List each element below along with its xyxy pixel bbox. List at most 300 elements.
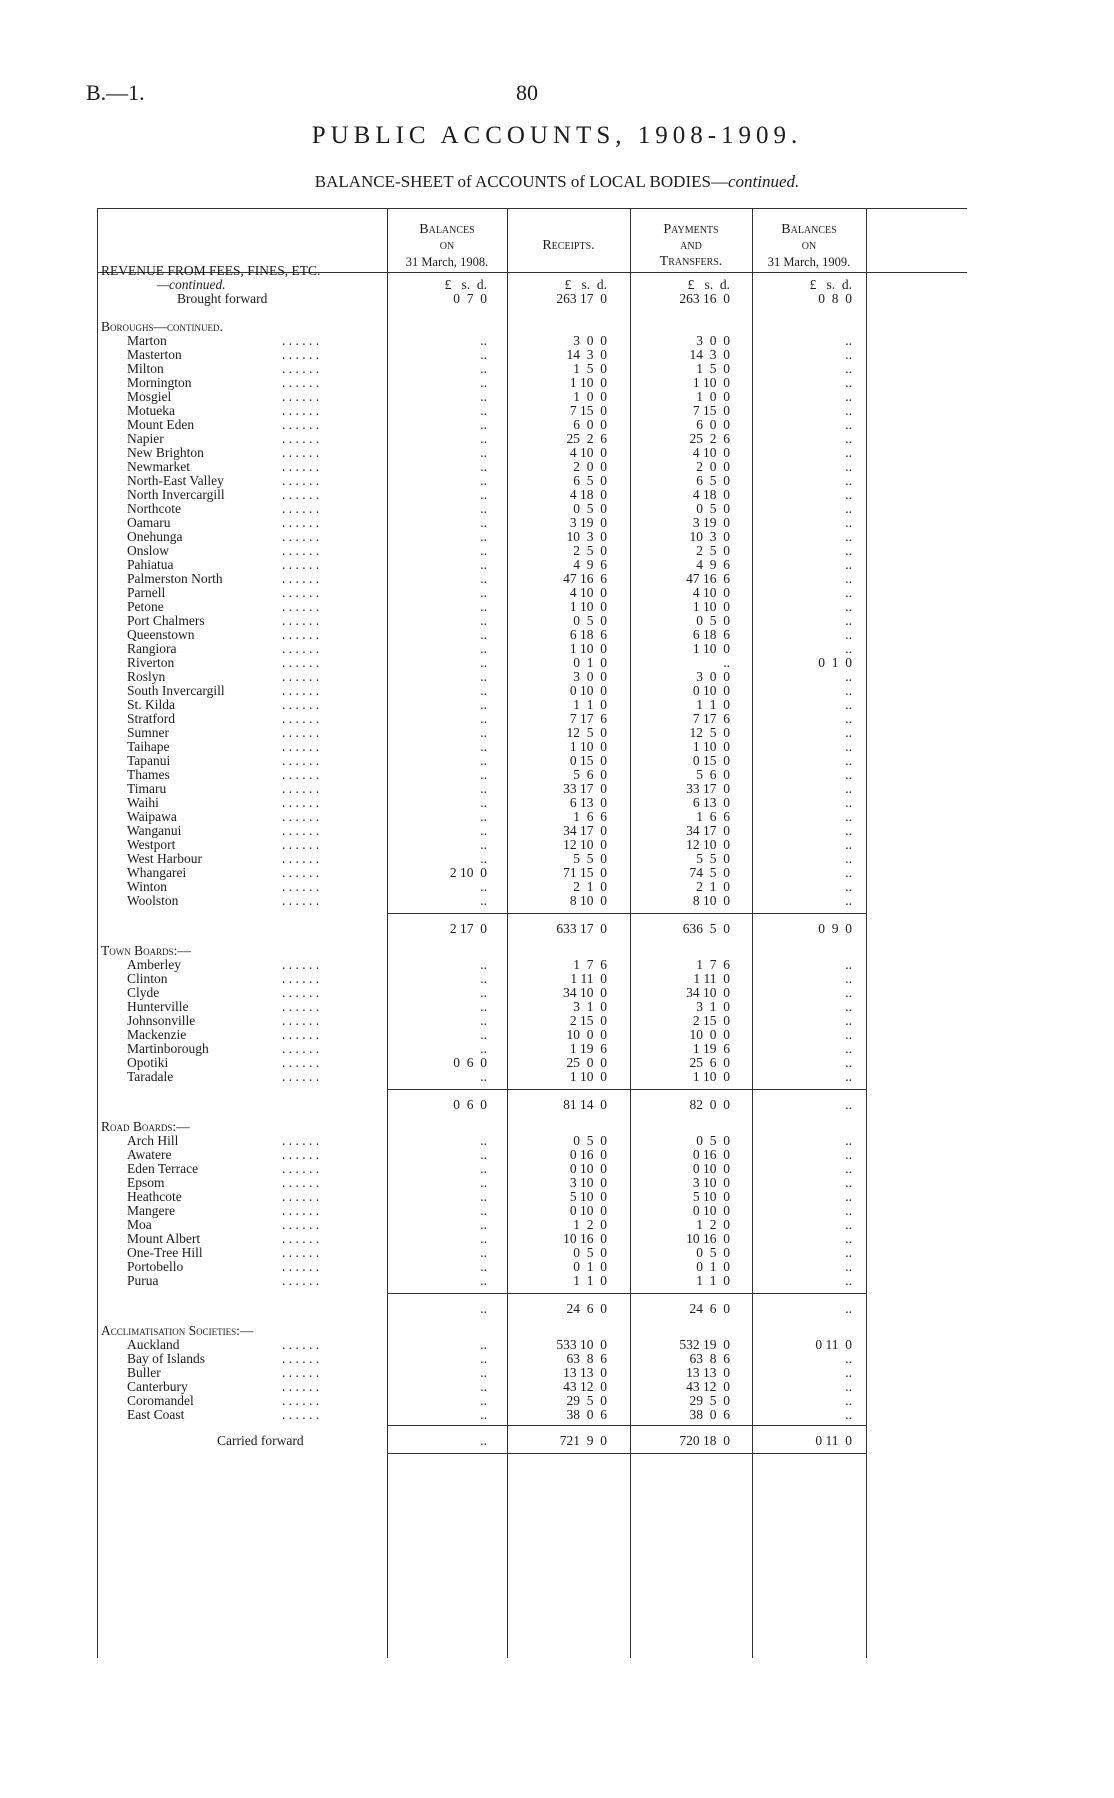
amount-c3: 63 8 6 [689, 1351, 730, 1366]
amount-c2: 38 0 6 [566, 1407, 607, 1422]
amount-c3: 0 5 0 [696, 501, 730, 516]
leader-dots: . . . . . . [282, 347, 320, 362]
row-name: Marton [127, 333, 167, 348]
amount-c2: 1 10 0 [569, 1069, 607, 1084]
amount-c3: 10 0 0 [689, 1027, 730, 1042]
amount-c1: .. [480, 333, 487, 348]
amount-c4: .. [845, 697, 852, 712]
amount-c3: 13 13 0 [686, 1365, 730, 1380]
leader-dots: . . . . . . [282, 361, 320, 376]
amount-c4: .. [845, 1069, 852, 1084]
row-name: Sumner [127, 725, 169, 740]
leader-dots: . . . . . . [282, 655, 320, 670]
amount-c4: .. [845, 487, 852, 502]
amount-c2: 633 17 0 [556, 921, 607, 936]
leader-dots: . . . . . . [282, 403, 320, 418]
amount-c2: 0 10 0 [569, 1203, 607, 1218]
amount-c1: .. [480, 809, 487, 824]
row-name: Masterton [127, 347, 182, 362]
amount-c3: 4 10 0 [692, 445, 730, 460]
total-rule-c2 [507, 913, 630, 914]
row-name: Milton [127, 361, 164, 376]
amount-c2: 4 9 6 [573, 557, 607, 572]
amount-c3: 2 1 0 [696, 879, 730, 894]
leader-dots: . . . . . . [282, 641, 320, 656]
row-name: St. Kilda [127, 697, 176, 712]
leader-dots: . . . . . . [282, 627, 320, 642]
amount-c1: .. [480, 985, 487, 1000]
amount-c4: .. [845, 389, 852, 404]
row-name: Napier [127, 431, 164, 446]
amount-c3: 532 19 0 [679, 1337, 730, 1352]
row-name: One-Tree Hill [127, 1245, 203, 1260]
amount-c3: 0 1 0 [696, 1259, 730, 1274]
amount-c3: 2 0 0 [696, 459, 730, 474]
amount-c3: 2 15 0 [692, 1013, 730, 1028]
total-rule-c4 [752, 913, 866, 914]
amount-c3: 1 5 0 [696, 361, 730, 376]
amount-c3: .. [723, 655, 730, 670]
amount-c2: 10 0 0 [566, 1027, 607, 1042]
amount-c1: .. [480, 1189, 487, 1204]
amount-c1: .. [480, 389, 487, 404]
amount-c3: 4 18 0 [692, 487, 730, 502]
leader-dots: . . . . . . [282, 985, 320, 1000]
leader-dots: . . . . . . [282, 515, 320, 530]
amount-c4: .. [845, 1097, 852, 1112]
total-rule-c2 [507, 1293, 630, 1294]
amount-c1: .. [480, 837, 487, 852]
leader-dots: . . . . . . [282, 971, 320, 986]
amount-c4: .. [845, 851, 852, 866]
amount-c1: .. [480, 487, 487, 502]
boroughs-heading: Boroughs—continued. [101, 319, 223, 334]
amount-c2: 29 5 0 [566, 1393, 607, 1408]
amount-c3: 33 17 0 [686, 781, 730, 796]
total-rule-c3 [630, 1453, 752, 1454]
row-name: Bay of Islands [127, 1351, 205, 1366]
row-name: North Invercargill [127, 487, 225, 502]
amount-c4: .. [845, 557, 852, 572]
amount-c4: .. [845, 431, 852, 446]
amount-c4: .. [845, 417, 852, 432]
row-name: Buller [127, 1365, 161, 1380]
amount-c3: 34 10 0 [686, 985, 730, 1000]
row-name: Mackenzie [127, 1027, 187, 1042]
amount-c3: 1 1 0 [696, 697, 730, 712]
amount-c2: 0 16 0 [569, 1147, 607, 1162]
amount-c3: 7 15 0 [692, 403, 730, 418]
amount-c3: 6 5 0 [696, 473, 730, 488]
amount-c1: .. [480, 957, 487, 972]
amount-c2: 2 1 0 [573, 879, 607, 894]
amount-c2: 2 0 0 [573, 459, 607, 474]
leader-dots: . . . . . . [282, 1273, 320, 1288]
table-row [97, 1273, 967, 1289]
amount-c4: .. [845, 1407, 852, 1422]
amount-c4: .. [845, 865, 852, 880]
row-name: Newmarket [127, 459, 190, 474]
amount-c2: 3 0 0 [573, 669, 607, 684]
amount-c1: .. [480, 711, 487, 726]
leader-dots: . . . . . . [282, 585, 320, 600]
row-name: West Harbour [127, 851, 203, 866]
row-name: Mount Albert [127, 1231, 201, 1246]
amount-c3: 636 5 0 [682, 921, 730, 936]
amount-c4: .. [845, 1055, 852, 1070]
amount-c1: .. [480, 1393, 487, 1408]
total-rule-c1 [387, 1453, 507, 1454]
row-name: Eden Terrace [127, 1161, 199, 1176]
amount-c4: .. [845, 809, 852, 824]
amount-c2: 4 10 0 [569, 585, 607, 600]
amount-c2: 0 10 0 [569, 1161, 607, 1176]
amount-c2: 24 6 0 [566, 1301, 607, 1316]
amount-c2: 4 18 0 [569, 487, 607, 502]
leader-dots: . . . . . . [282, 613, 320, 628]
amount-c3: 4 9 6 [696, 557, 730, 572]
amount-c4: .. [845, 1217, 852, 1232]
leader-dots: . . . . . . [282, 809, 320, 824]
amount-c2: 5 10 0 [569, 1189, 607, 1204]
row-name: Mornington [127, 375, 192, 390]
amount-c4: .. [845, 999, 852, 1014]
amount-c1: 0 6 0 [453, 1055, 487, 1070]
amount-c4: .. [845, 739, 852, 754]
leader-dots: . . . . . . [282, 683, 320, 698]
amount-c3: 8 10 0 [692, 893, 730, 908]
amount-c3: 38 0 6 [689, 1407, 730, 1422]
leader-dots: . . . . . . [282, 1365, 320, 1380]
amount-c2: 63 8 6 [566, 1351, 607, 1366]
total-rule-c3 [630, 1089, 752, 1090]
amount-c3: 12 5 0 [689, 725, 730, 740]
amount-c2: 6 0 0 [573, 417, 607, 432]
amount-c3: 1 0 0 [696, 389, 730, 404]
row-name: Auckland [127, 1337, 180, 1352]
row-name: Onehunga [127, 529, 183, 544]
amount-c2: 13 13 0 [563, 1365, 607, 1380]
amount-c4: .. [845, 1259, 852, 1274]
total-rule-c2 [507, 1453, 630, 1454]
brought-forward-row [97, 291, 967, 307]
amount-c4: 0 9 0 [818, 921, 852, 936]
amount-c2: 0 5 0 [573, 1245, 607, 1260]
amount-c4: .. [845, 1013, 852, 1028]
amount-c4: 0 8 0 [818, 291, 852, 306]
amount-c3: 1 10 0 [692, 739, 730, 754]
amount-c3: 263 16 0 [679, 291, 730, 306]
amount-c3: 1 19 6 [692, 1041, 730, 1056]
balance-sheet-table [97, 208, 967, 1658]
amount-c1: .. [480, 1301, 487, 1316]
amount-c1: .. [480, 1175, 487, 1190]
leader-dots: . . . . . . [282, 1161, 320, 1176]
amount-c3: 25 6 0 [689, 1055, 730, 1070]
amount-c3: 3 0 0 [696, 669, 730, 684]
amount-c3: 82 0 0 [689, 1097, 730, 1112]
amount-c1: 2 10 0 [449, 865, 487, 880]
amount-c4: .. [845, 1133, 852, 1148]
amount-c2: 0 5 0 [573, 1133, 607, 1148]
amount-c2: 1 7 6 [573, 957, 607, 972]
revenue-continued: —continued. [157, 277, 226, 292]
leader-dots: . . . . . . [282, 459, 320, 474]
amount-c4: 0 1 0 [818, 655, 852, 670]
amount-c1: .. [480, 1273, 487, 1288]
leader-dots: . . . . . . [282, 725, 320, 740]
amount-c4: .. [845, 767, 852, 782]
amount-c1: .. [480, 753, 487, 768]
amount-c3: 0 15 0 [692, 753, 730, 768]
amount-c3: 7 17 6 [692, 711, 730, 726]
row-name: Coromandel [127, 1393, 194, 1408]
amount-c2: 0 10 0 [569, 683, 607, 698]
amount-c2: 533 10 0 [556, 1337, 607, 1352]
amount-c4: .. [845, 543, 852, 558]
amount-c4: .. [845, 403, 852, 418]
amount-c3: 1 6 6 [696, 809, 730, 824]
amount-c1: 0 6 0 [453, 1097, 487, 1112]
leader-dots: . . . . . . [282, 837, 320, 852]
amount-c2: 3 0 0 [573, 333, 607, 348]
amount-c4: .. [845, 971, 852, 986]
total-rule-c1 [387, 913, 507, 914]
amount-c4: .. [845, 515, 852, 530]
row-name: Waihi [127, 795, 159, 810]
units-c1: £ s. d. [444, 277, 487, 292]
amount-c4: .. [845, 837, 852, 852]
leader-dots: . . . . . . [282, 487, 320, 502]
row-name: Westport [127, 837, 176, 852]
amount-c3: 3 10 0 [692, 1175, 730, 1190]
amount-c3: 0 16 0 [692, 1147, 730, 1162]
amount-c1: .. [480, 1161, 487, 1176]
leader-dots: . . . . . . [282, 1217, 320, 1232]
amount-c2: 1 10 0 [569, 599, 607, 614]
row-name: Mosgiel [127, 389, 172, 404]
amount-c1: .. [480, 697, 487, 712]
amount-c2: 0 15 0 [569, 753, 607, 768]
amount-c3: 1 10 0 [692, 641, 730, 656]
amount-c1: .. [480, 893, 487, 908]
leader-dots: . . . . . . [282, 1203, 320, 1218]
page-number: 80 [516, 80, 538, 105]
amount-c2: 1 10 0 [569, 375, 607, 390]
amount-c4: .. [845, 375, 852, 390]
amount-c2: 1 1 0 [573, 697, 607, 712]
leader-dots: . . . . . . [282, 1379, 320, 1394]
total-rule-c1 [387, 1425, 507, 1426]
amount-c1: .. [480, 417, 487, 432]
amount-c1: .. [480, 739, 487, 754]
amount-c1: .. [480, 971, 487, 986]
total-rule-c1 [387, 1089, 507, 1090]
leader-dots: . . . . . . [282, 445, 320, 460]
amount-c3: 34 17 0 [686, 823, 730, 838]
amount-c4: .. [845, 445, 852, 460]
amount-c2: 0 1 0 [573, 655, 607, 670]
amount-c2: 47 16 6 [563, 571, 607, 586]
amount-c2: 10 3 0 [566, 529, 607, 544]
amount-c2: 1 5 0 [573, 361, 607, 376]
row-name: Tapanui [127, 753, 171, 768]
amount-c1: .. [480, 781, 487, 796]
amount-c4: .. [845, 1203, 852, 1218]
amount-c3: 0 5 0 [696, 1245, 730, 1260]
leader-dots: . . . . . . [282, 823, 320, 838]
amount-c2: 14 3 0 [566, 347, 607, 362]
amount-c2: 81 14 0 [563, 1097, 607, 1112]
amount-c4: .. [845, 585, 852, 600]
row-name: Purua [127, 1273, 159, 1288]
row-name: Winton [127, 879, 167, 894]
row-name: New Brighton [127, 445, 204, 460]
amount-c3: 1 10 0 [692, 599, 730, 614]
amount-c3: 12 10 0 [686, 837, 730, 852]
amount-c4: .. [845, 1245, 852, 1260]
amount-c4: .. [845, 1175, 852, 1190]
leader-dots: . . . . . . [282, 711, 320, 726]
amount-c1: .. [480, 767, 487, 782]
amount-c1: .. [480, 459, 487, 474]
leader-dots: . . . . . . [282, 1027, 320, 1042]
row-name: Petone [127, 599, 164, 614]
amount-c1: .. [480, 501, 487, 516]
amount-c3: 74 5 0 [689, 865, 730, 880]
row-name: Onslow [127, 543, 170, 558]
subtitle-main: BALANCE-SHEET of ACCOUNTS of LOCAL BODIES— [314, 172, 728, 191]
amount-c3: 3 0 0 [696, 333, 730, 348]
amount-c3: 0 10 0 [692, 1161, 730, 1176]
amount-c2: 43 12 0 [563, 1379, 607, 1394]
amount-c3: 10 16 0 [686, 1231, 730, 1246]
row-name: Northcote [127, 501, 181, 516]
row-name: Thames [127, 767, 170, 782]
amount-c4: .. [845, 1041, 852, 1056]
table-row [97, 893, 967, 909]
town-boards-heading: Town Boards:— [101, 943, 191, 958]
leader-dots: . . . . . . [282, 1231, 320, 1246]
leader-dots: . . . . . . [282, 999, 320, 1014]
amount-c1: .. [480, 1217, 487, 1232]
acclimatisation-heading: Acclimatisation Societies:— [101, 1323, 254, 1338]
amount-c3: 5 6 0 [696, 767, 730, 782]
document-reference: B.—1. [86, 80, 145, 105]
amount-c1: .. [480, 1365, 487, 1380]
amount-c1: .. [480, 627, 487, 642]
amount-c2: 1 11 0 [570, 971, 607, 986]
amount-c1: .. [480, 529, 487, 544]
amount-c4: .. [845, 711, 852, 726]
amount-c1: .. [480, 1433, 487, 1448]
amount-c2: 3 10 0 [569, 1175, 607, 1190]
leader-dots: . . . . . . [282, 333, 320, 348]
leader-dots: . . . . . . [282, 473, 320, 488]
table-row [97, 1407, 967, 1423]
total-rule-c2 [507, 1425, 630, 1426]
amount-c2: 71 15 0 [563, 865, 607, 880]
amount-c3: 1 7 6 [696, 957, 730, 972]
total-rule-c3 [630, 1293, 752, 1294]
amount-c3: 25 2 6 [689, 431, 730, 446]
leader-dots: . . . . . . [282, 865, 320, 880]
amount-c2: 1 0 0 [573, 389, 607, 404]
leader-dots: . . . . . . [282, 375, 320, 390]
amount-c4: .. [845, 879, 852, 894]
row-name: Port Chalmers [127, 613, 205, 628]
row-name: Stratford [127, 711, 175, 726]
leader-dots: . . . . . . [282, 1351, 320, 1366]
row-name: Canterbury [127, 1379, 188, 1394]
amount-c1: .. [480, 1231, 487, 1246]
amount-c2: 3 19 0 [569, 515, 607, 530]
row-name: Portobello [127, 1259, 184, 1274]
amount-c4: .. [845, 613, 852, 628]
leader-dots: . . . . . . [282, 1041, 320, 1056]
amount-c2: 2 15 0 [569, 1013, 607, 1028]
row-name: East Coast [127, 1407, 185, 1422]
amount-c1: .. [480, 431, 487, 446]
amount-c1: .. [480, 445, 487, 460]
amount-c4: .. [845, 669, 852, 684]
amount-c4: .. [845, 985, 852, 1000]
row-name: Clinton [127, 971, 168, 986]
amount-c2: 25 0 0 [566, 1055, 607, 1070]
amount-c2: 12 10 0 [563, 837, 607, 852]
amount-c1: .. [480, 1379, 487, 1394]
amount-c2: 263 17 0 [556, 291, 607, 306]
amount-c4: .. [845, 683, 852, 698]
row-name: Wanganui [127, 823, 182, 838]
amount-c3: 6 18 6 [692, 627, 730, 642]
amount-c3: 0 5 0 [696, 613, 730, 628]
amount-c2: 1 19 6 [569, 1041, 607, 1056]
page-subtitle [0, 172, 1114, 192]
leader-dots: . . . . . . [282, 893, 320, 908]
leader-dots: . . . . . . [282, 851, 320, 866]
row-name: Riverton [127, 655, 175, 670]
amount-c1: .. [480, 361, 487, 376]
amount-c1: .. [480, 473, 487, 488]
amount-c3: 43 12 0 [686, 1379, 730, 1394]
table-top-rule [97, 208, 967, 209]
amount-c2: 0 5 0 [573, 501, 607, 516]
amount-c2: 7 15 0 [569, 403, 607, 418]
amount-c2: 4 10 0 [569, 445, 607, 460]
carried-forward-label: Carried forward [217, 1433, 304, 1448]
leader-dots: . . . . . . [282, 1337, 320, 1352]
amount-c2: 1 10 0 [569, 739, 607, 754]
amount-c1: .. [480, 403, 487, 418]
leader-dots: . . . . . . [282, 1147, 320, 1162]
leader-dots: . . . . . . [282, 1069, 320, 1084]
amount-c2: 5 5 0 [573, 851, 607, 866]
total-rule-c4 [752, 1089, 866, 1090]
amount-c4: .. [845, 347, 852, 362]
amount-c2: 1 1 0 [573, 1273, 607, 1288]
road-boards-heading: Road Boards:— [101, 1119, 190, 1134]
amount-c1: .. [480, 1133, 487, 1148]
row-name: Pahiatua [127, 557, 174, 572]
amount-c1: .. [480, 1041, 487, 1056]
amount-c1: .. [480, 599, 487, 614]
amount-c2: 10 16 0 [563, 1231, 607, 1246]
amount-c3: 47 16 6 [686, 571, 730, 586]
amount-c4: 0 11 0 [815, 1337, 852, 1352]
amount-c1: .. [480, 1245, 487, 1260]
amount-c4: .. [845, 957, 852, 972]
